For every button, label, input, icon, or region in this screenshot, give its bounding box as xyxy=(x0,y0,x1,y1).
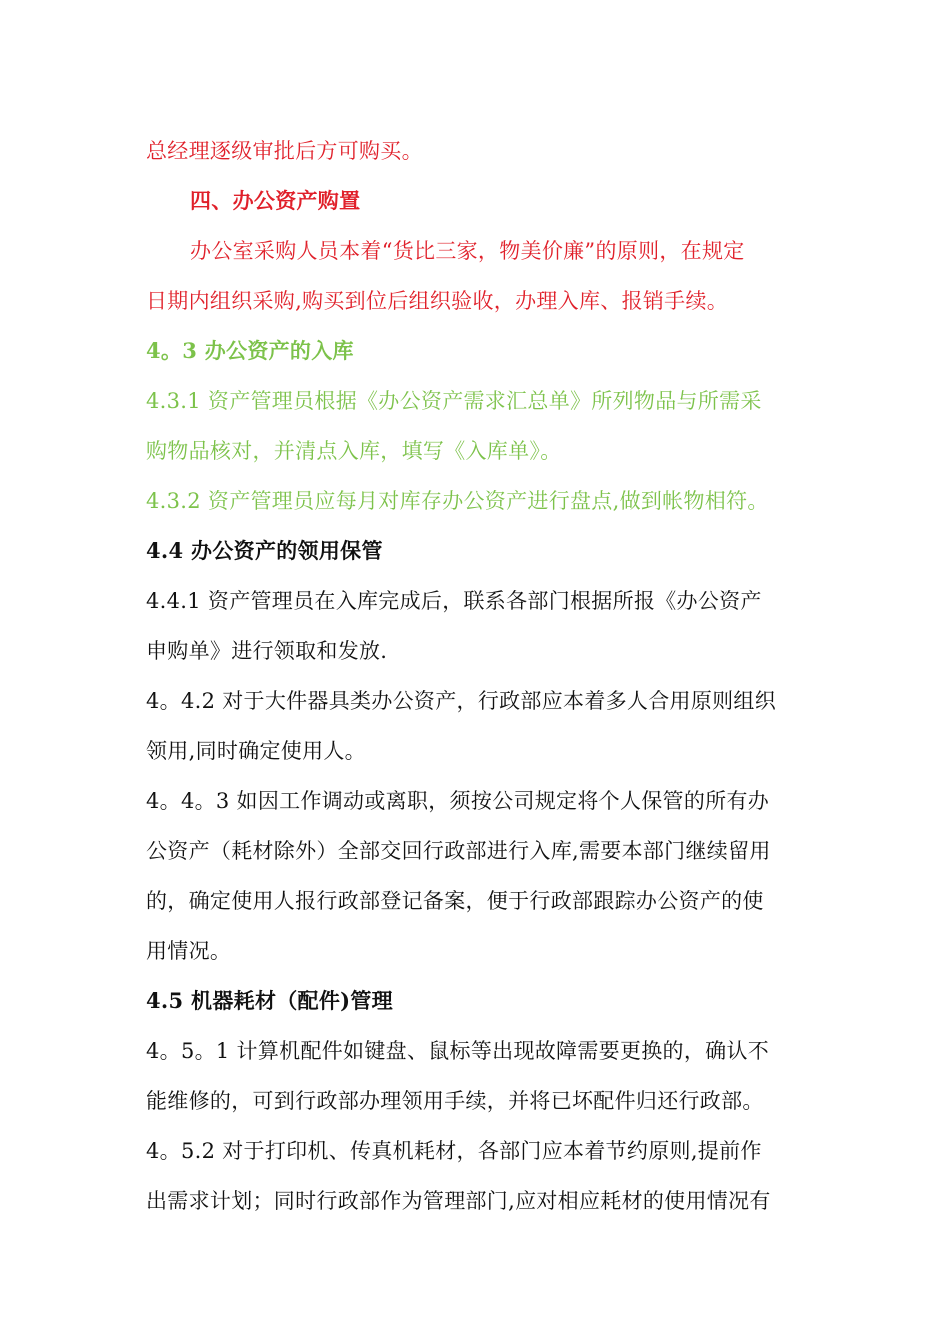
paragraph-line: 4.3.2 资产管理员应每月对库存办公资产进行盘点,做到帐物相符。 xyxy=(146,489,769,513)
paragraph-line: 4。4.2 对于大件器具类办公资产，行政部应本着多人合用原则组织 xyxy=(146,689,777,713)
paragraph-line: 办公室采购人员本着“货比三家，物美价廉”的原则，在规定 xyxy=(190,239,745,263)
paragraph-line: 4。5。1 计算机配件如键盘、鼠标等出现故障需要更换的，确认不 xyxy=(146,1039,770,1063)
approval-line: 总经理逐级审批后方可购买。 xyxy=(146,139,423,163)
paragraph-line: 4。5.2 对于打印机、传真机耗材，各部门应本着节约原则,提前作 xyxy=(146,1139,762,1163)
paragraph-line: 4。4。3 如因工作调动或离职，须按公司规定将个人保管的所有办 xyxy=(146,789,770,813)
section-heading-warehousing: 4。3 办公资产的入库 xyxy=(146,338,354,363)
paragraph-line: 4.3.1 资产管理员根据《办公资产需求汇总单》所列物品与所需采 xyxy=(146,389,762,413)
section-heading-custody: 4.4 办公资产的领用保管 xyxy=(146,538,383,563)
paragraph-line: 日期内组织采购,购买到位后组织验收，办理入库、报销手续。 xyxy=(146,289,729,313)
paragraph-line: 公资产（耗材除外）全部交回行政部进行入库,需要本部门继续留用 xyxy=(146,839,771,863)
paragraph-line: 出需求计划；同时行政部作为管理部门,应对相应耗材的使用情况有 xyxy=(146,1189,771,1213)
section-heading-consumables: 4.5 机器耗材（配件)管理 xyxy=(146,988,393,1013)
section-heading-purchase: 四、办公资产购置 xyxy=(190,188,361,213)
paragraph-line: 领用,同时确定使用人。 xyxy=(146,739,366,763)
paragraph-line: 用情况。 xyxy=(146,939,232,963)
paragraph-line: 申购单》进行领取和发放. xyxy=(146,639,388,663)
paragraph-line: 能维修的，可到行政部办理领用手续，并将已坏配件归还行政部。 xyxy=(146,1089,764,1113)
paragraph-line: 购物品核对，并清点入库，填写《入库单》。 xyxy=(146,439,562,463)
paragraph-line: 4.4.1 资产管理员在入库完成后，联系各部门根据所报《办公资产 xyxy=(146,589,762,613)
paragraph-line: 的，确定使用人报行政部登记备案，便于行政部跟踪办公资产的使 xyxy=(146,889,764,913)
